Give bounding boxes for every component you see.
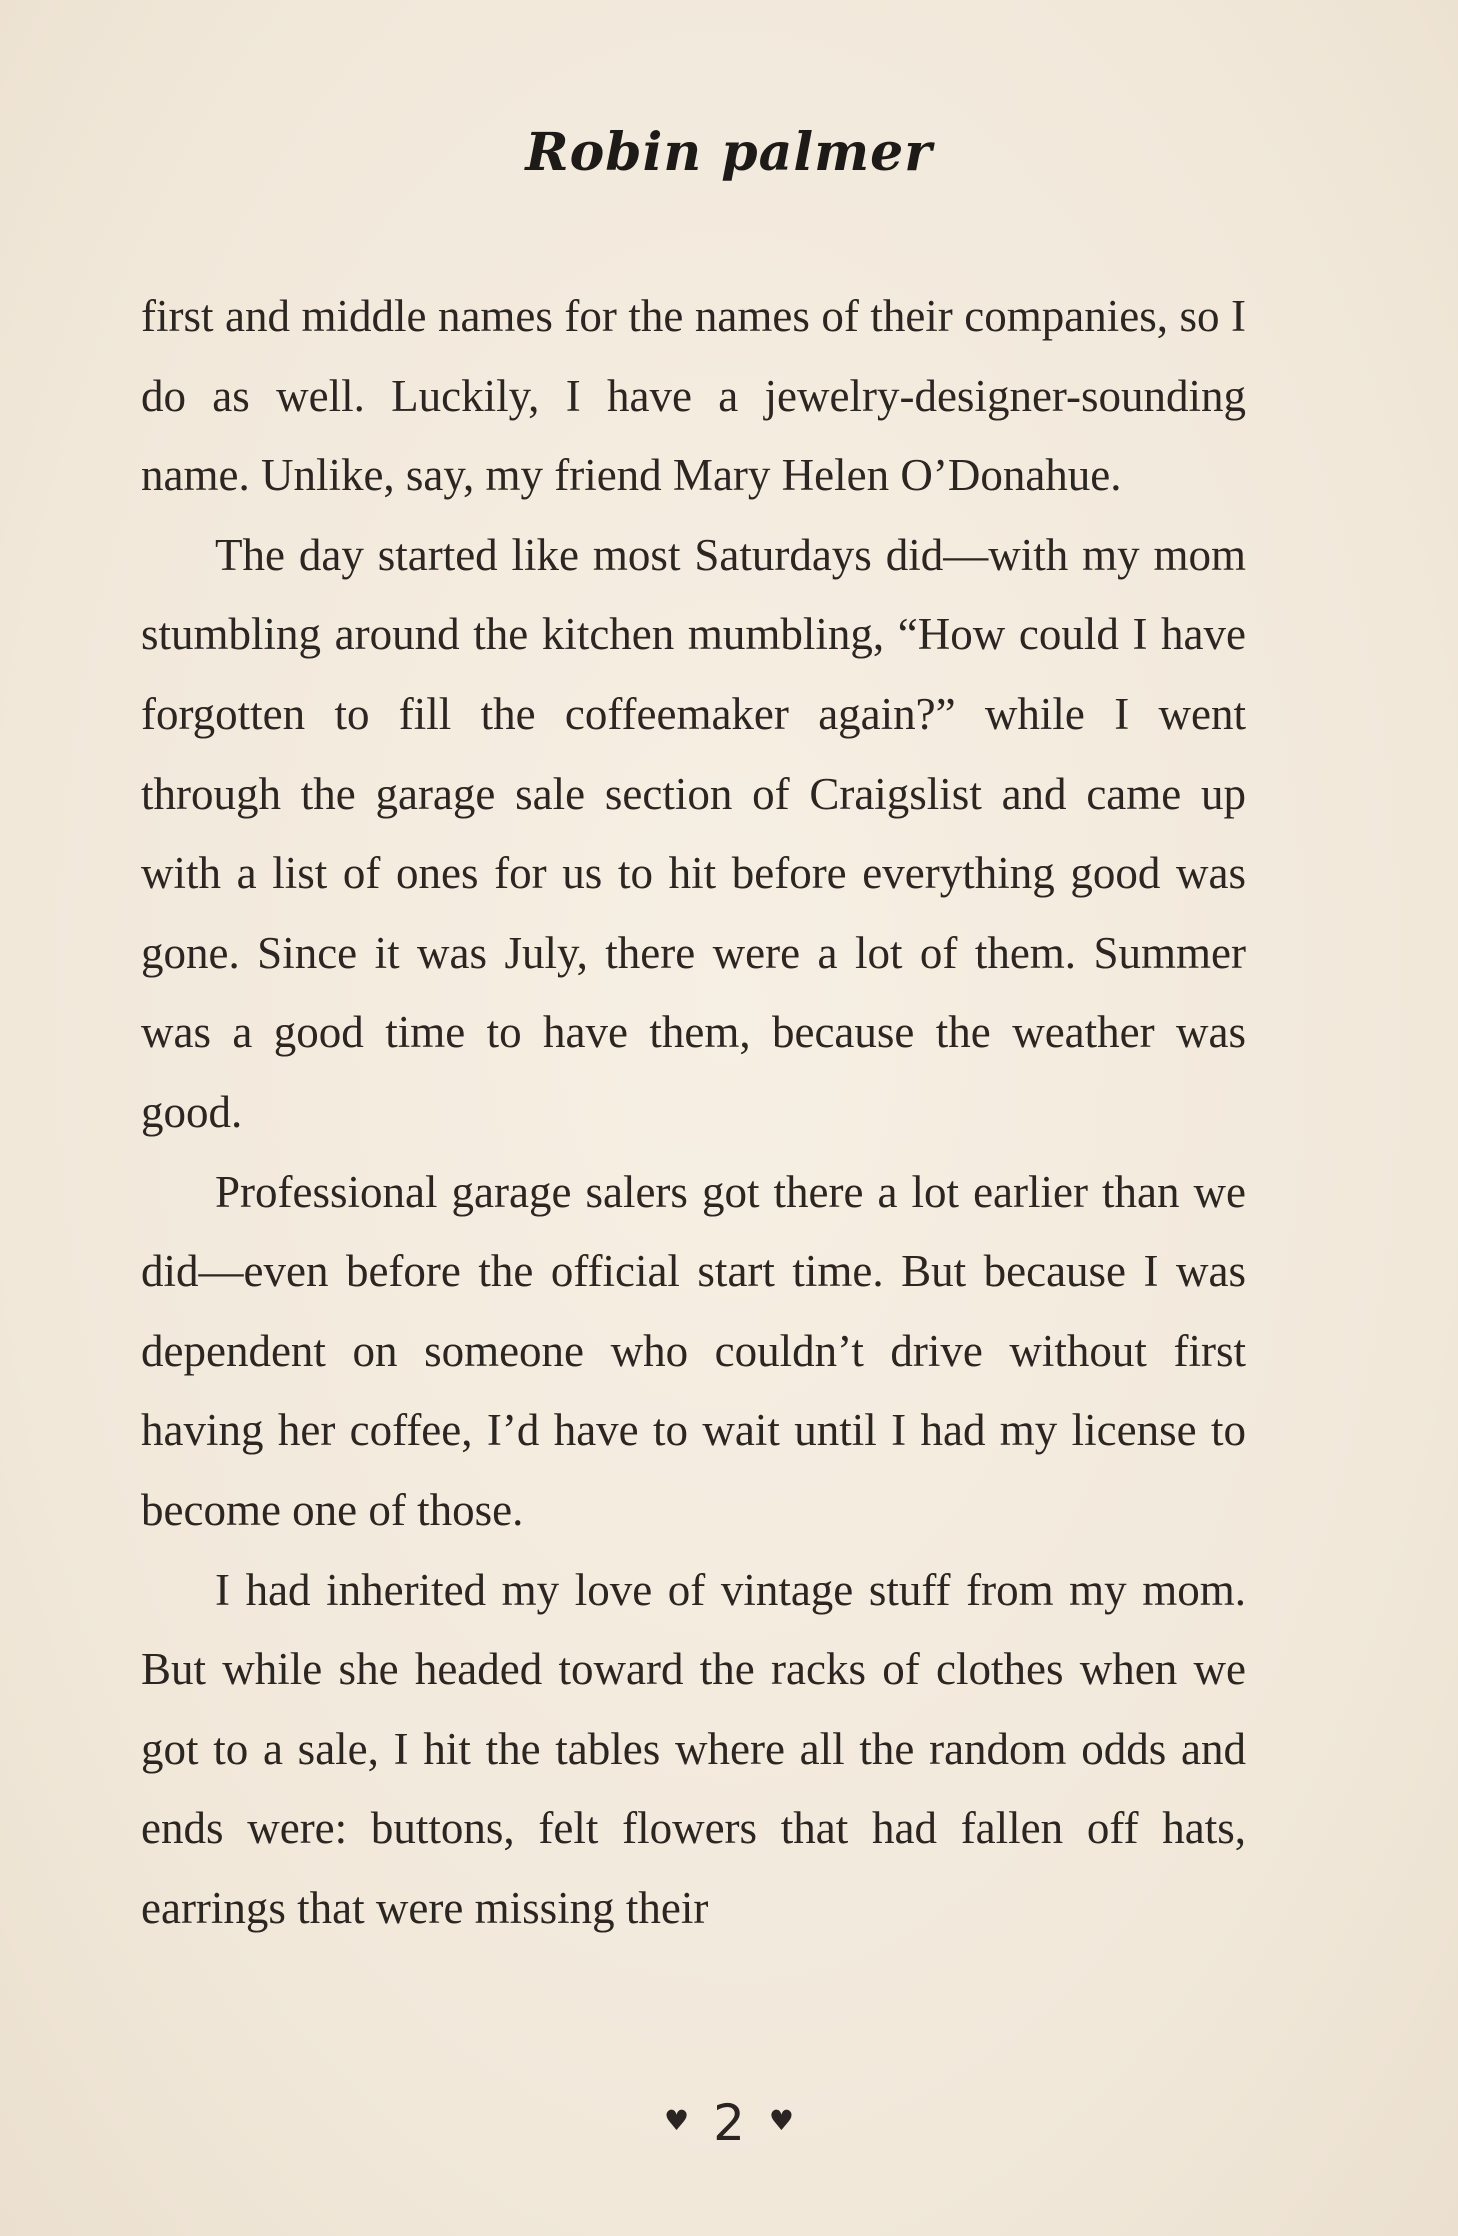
heart-icon: ♥ (663, 2104, 690, 2137)
page-number: 2 (713, 2094, 745, 2152)
paragraph: Professional garage salers got there a lot earlier than we did—even before the official start time. But because I was dependent on someone who couldn’t drive without first having her coffee, I’d have to wait until I had my license to become one of those. (141, 1166, 1246, 1535)
page-footer (0, 2094, 1458, 2152)
heart-icon: ♥ (768, 2104, 795, 2137)
paragraph: The day started like most Saturdays did—with my mom stumbling around the kitchen mumbling, “How could I have forgotten to fill the coffeemaker again?” while I went through the garage sale section of Craigslist and came up with a list of ones for us to hit before everything good was gone. Since it was July, there were a lot of them. Summer was a good time to have them, because the weather was good. (141, 529, 1246, 1137)
paragraph-continued: first and middle names for the names of their companies, so I do as well. Luckily, I have a jewelry-designer-sounding name. Unlike, say, my friend Mary Helen O’Donahue. (141, 291, 1246, 501)
running-head-author: Robin palmer (525, 122, 933, 183)
paragraph: I had inherited my love of vintage stuff from my mom. But while she headed toward the racks of clothes when we got to a sale, I hit the tables where all the random odds and ends were: buttons, felt flowers that had fallen off hats, earrings that were missing their (141, 1564, 1246, 1933)
body-text (141, 277, 1246, 1948)
